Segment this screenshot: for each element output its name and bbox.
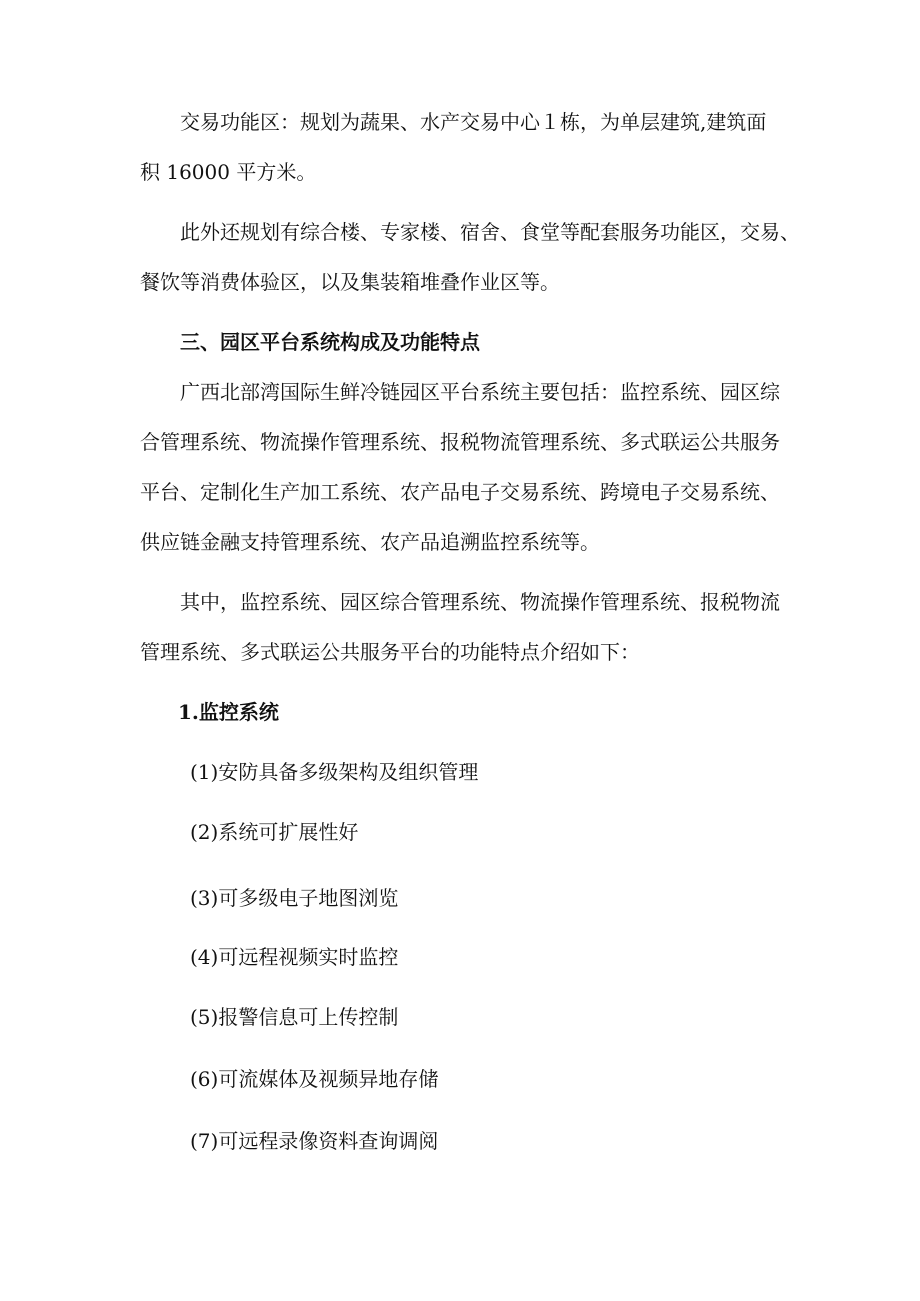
platform-systems-line-1: 广西北部湾国际生鲜冷链园区平台系统主要包括：监控系统、园区综 [180,380,780,404]
feature-item-3: (3)可多级电子地图浏览 [190,886,399,910]
trade-zone-line-1: 交易功能区：规划为蔬果、水产交易中心１栋，为单层建筑,建筑面 [180,110,767,134]
section-heading: 三、园区平台系统构成及功能特点 [180,330,480,354]
intro-line-1: 其中，监控系统、园区综合管理系统、物流操作管理系统、报税物流 [180,590,780,614]
feature-item-6: (6)可流媒体及视频异地存储 [190,1067,439,1091]
subsection-number: 1. [178,700,199,724]
intro-line-2: 管理系统、多式联运公共服务平台的功能特点介绍如下： [140,640,640,664]
platform-systems-line-2: 合管理系统、物流操作管理系统、报税物流管理系统、多式联运公共服务 [140,430,780,454]
platform-systems-line-4: 供应链金融支持管理系统、农产品追溯监控系统等。 [140,530,600,554]
supporting-zone-line-2: 餐饮等消费体验区，以及集装箱堆叠作业区等。 [140,270,560,294]
subsection-heading [178,698,279,726]
feature-item-1: (1)安防具备多级架构及组织管理 [190,760,479,784]
feature-item-7: (7)可远程录像资料查询调阅 [190,1129,439,1153]
feature-item-4: (4)可远程视频实时监控 [190,945,399,969]
feature-item-5: (5)报警信息可上传控制 [190,1005,399,1029]
supporting-zone-line-1: 此外还规划有综合楼、专家楼、宿舍、食堂等配套服务功能区，交易、 [180,220,800,244]
subsection-title: 监控系统 [198,700,279,724]
platform-systems-line-3: 平台、定制化生产加工系统、农产品电子交易系统、跨境电子交易系统、 [140,480,780,504]
feature-item-2: (2)系统可扩展性好 [190,820,359,844]
trade-zone-line-2: 积 16000 平方米。 [140,160,317,184]
